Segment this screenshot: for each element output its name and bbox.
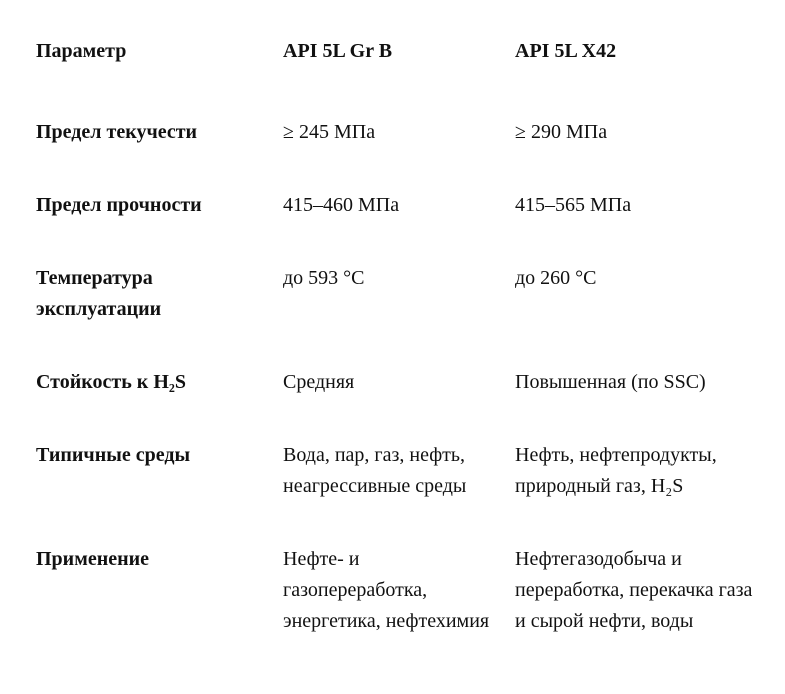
table-header-row xyxy=(28,28,773,109)
gr-b-cell: до 593 °C xyxy=(283,267,365,289)
x42-cell: Повышенная (по SSC) xyxy=(515,371,706,393)
gr-b-cell: Вода, пар, газ, нефть, неагрессивные среды xyxy=(283,444,467,497)
param-cell: Предел текучести xyxy=(36,121,198,143)
x42-cell: до 260 °C xyxy=(515,267,597,289)
header-parameter: Параметр xyxy=(36,40,127,62)
table-row xyxy=(28,536,773,671)
x42-cell: 415–565 МПа xyxy=(515,194,632,216)
param-cell: Типичные среды xyxy=(36,444,191,466)
header-x42: API 5L X42 xyxy=(515,40,617,62)
gr-b-cell: 415–460 МПа xyxy=(283,194,400,216)
gr-b-cell: ≥ 245 МПа xyxy=(283,121,376,143)
table-row xyxy=(28,255,773,359)
x42-cell: ≥ 290 МПа xyxy=(515,121,608,143)
param-cell: Применение xyxy=(36,548,150,570)
table-row xyxy=(28,109,773,182)
comparison-table xyxy=(28,28,773,671)
header-gr-b: API 5L Gr B xyxy=(283,40,393,62)
param-cell: Стойкость к H₂S xyxy=(36,371,186,393)
param-cell: Предел прочности xyxy=(36,194,202,216)
table-row xyxy=(28,359,773,432)
table-row xyxy=(28,182,773,255)
x42-cell: Нефтегазодобыча и переработка, перекачка газа и сырой нефти, воды xyxy=(515,548,753,632)
param-cell: Температура эксплуатации xyxy=(36,267,162,320)
table-row xyxy=(28,432,773,536)
x42-cell: Нефть, нефтепродукты, природный газ, H₂S xyxy=(515,444,717,497)
gr-b-cell: Средняя xyxy=(283,371,355,393)
gr-b-cell: Нефте- и газопереработка, энергетика, нефтехимия xyxy=(283,548,490,632)
